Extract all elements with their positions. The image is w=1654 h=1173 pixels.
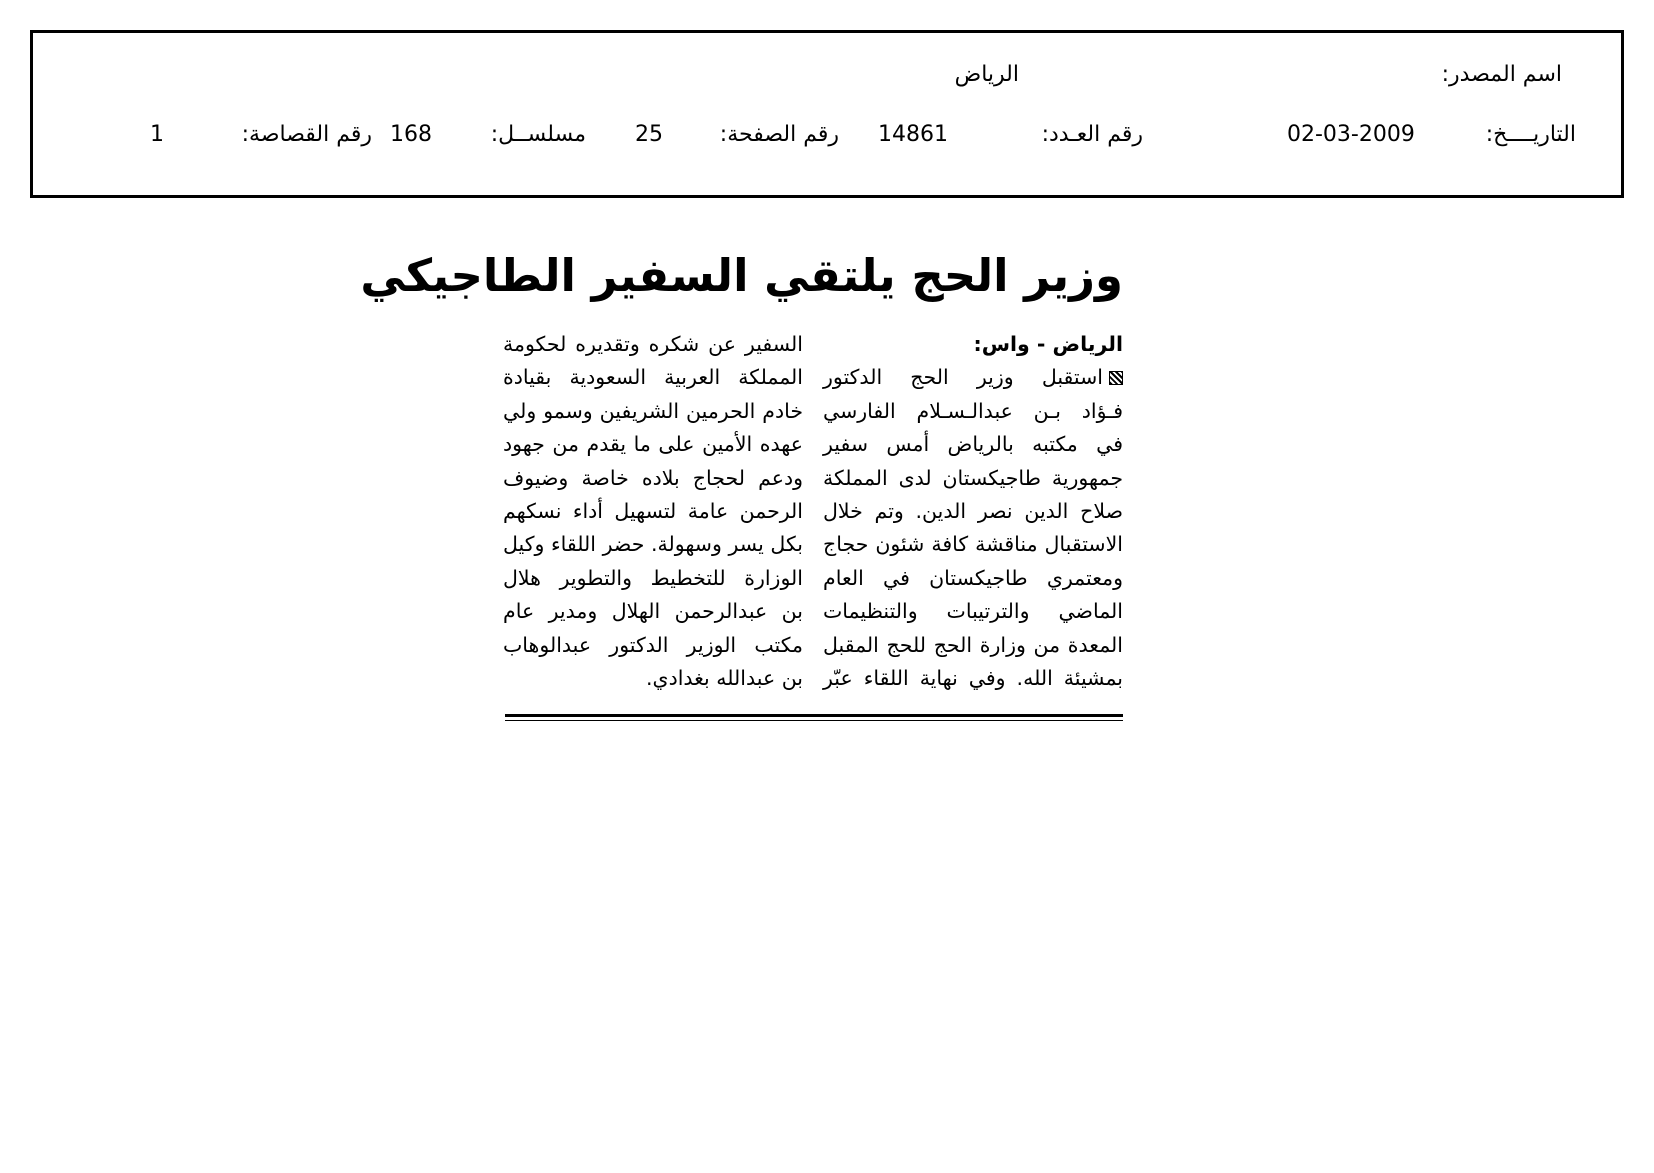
paragraph-line: المملكة العربية السعودية بقيادة <box>503 365 803 390</box>
paragraph-line: الاستقبال مناقشة كافة شئون حجاج <box>823 532 1123 557</box>
article-bottom-rule <box>505 714 1123 717</box>
article-column-left <box>503 328 803 695</box>
paragraph-line: الرحمن عامة لتسهيل أداء نسكهم <box>503 499 803 524</box>
page-label: رقم الصفحة: <box>719 122 839 147</box>
paragraph-line: جمهورية طاجيكستان لدى المملكة <box>823 465 1123 490</box>
paragraph-line: خادم الحرمين الشريفين وسمو ولي <box>503 398 803 423</box>
paragraph-line: في مكتبه بالرياض أمس سفير <box>823 432 1123 457</box>
paragraph-line: بن عبدالله بغدادي. <box>646 666 803 691</box>
paragraph-line: ودعم لحجاج بلاده خاصة وضيوف <box>503 465 803 490</box>
paragraph-line: بمشيئة الله. وفي نهاية اللقاء عبّر <box>823 666 1123 691</box>
paragraph-line <box>823 361 1123 394</box>
date-label: التاريــــخ: <box>1485 122 1576 147</box>
clipping-header-box <box>30 30 1624 198</box>
paragraph-line: صلاح الدين نصر الدين. وتم خلال <box>823 499 1123 524</box>
serial-label: مسلســل: <box>490 122 586 147</box>
paragraph-line-text: استقبل وزير الحج الدكتور <box>823 365 1103 390</box>
paragraph-line: مكتب الوزير الدكتور عبدالوهاب <box>503 632 803 657</box>
paragraph-line: بن عبدالرحمن الهلال ومدير عام <box>503 599 803 624</box>
page-value: 25 <box>635 122 663 147</box>
paragraph-bullet-icon <box>1109 371 1123 385</box>
article-bottom-rule-thin <box>505 720 1123 721</box>
headline: وزير الحج يلتقي السفير الطاجيكي <box>360 249 1123 302</box>
issue-value: 14861 <box>878 122 948 147</box>
dateline: الرياض - واس: <box>973 332 1123 356</box>
article-column-right <box>823 328 1123 695</box>
paragraph-line: بكل يسر وسهولة. حضر اللقاء وكيل <box>503 532 803 557</box>
clip-label: رقم القصاصة: <box>241 122 372 147</box>
paragraph-line: عهده الأمين على ما يقدم من جهود <box>503 432 803 457</box>
serial-value: 168 <box>390 122 432 147</box>
issue-label: رقم العـدد: <box>1041 122 1143 147</box>
paragraph-line: ومعتمري طاجيكستان في العام <box>823 565 1123 590</box>
paragraph-line: فـؤاد بـن عبدالـسـلام الفارسي <box>823 398 1123 423</box>
paragraph-line: الوزارة للتخطيط والتطوير هلال <box>503 565 803 590</box>
clip-value: 1 <box>150 122 164 147</box>
paragraph-line: السفير عن شكره وتقديره لحكومة <box>503 332 803 356</box>
paragraph-line: الماضي والترتيبات والتنظيمات <box>823 599 1123 624</box>
source-label: اسم المصدر: <box>1441 62 1562 87</box>
date-value: 02-03-2009 <box>1287 122 1415 147</box>
source-value: الرياض <box>954 62 1019 87</box>
paragraph-line: المعدة من وزارة الحج للحج المقبل <box>823 632 1123 657</box>
